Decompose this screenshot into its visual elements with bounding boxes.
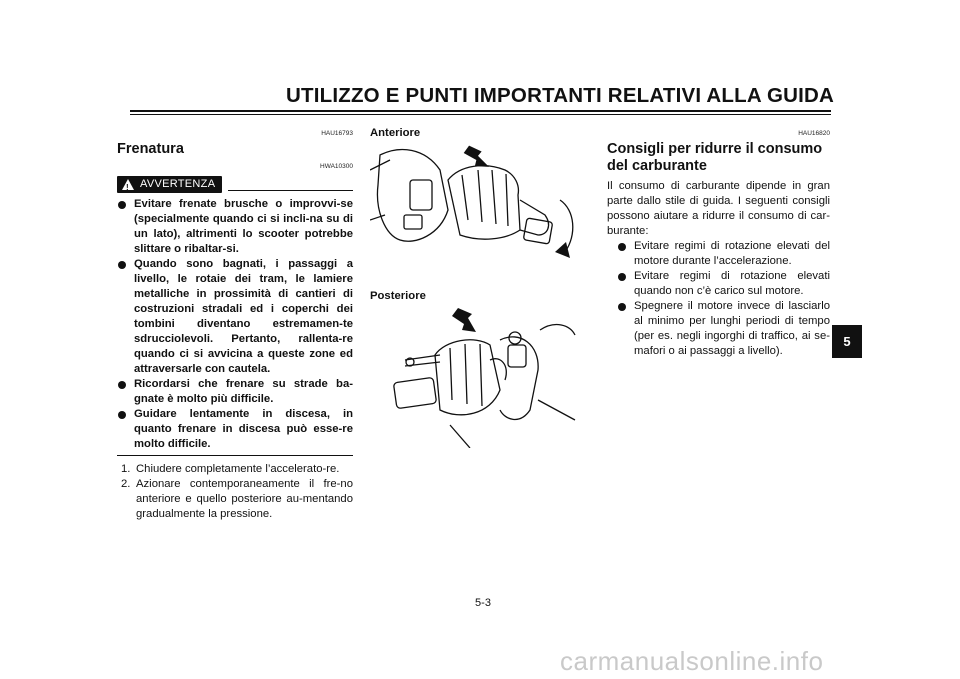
title-rule [130, 110, 831, 112]
hand-front-brake-illustration-icon [370, 140, 590, 272]
tip-item: Spegnere il motore invece di lasciarlo al minimo per lunghi periodi di tempo (per es. negli ingorghi di traffico, ai se-mafori o ai passaggi a livello). [617, 299, 830, 359]
bullet-icon [618, 243, 626, 251]
tip-item: Evitare regimi di rotazione elevati del motore durante l’accelerazione. [617, 239, 830, 269]
bullet-icon [118, 381, 126, 389]
warning-item: Guidare lentamente in discesa, in quanto frenare in discesa può esse-re molto difficile. [117, 407, 353, 452]
right-column [607, 126, 830, 359]
title-rule-thin [130, 114, 831, 115]
left-column [117, 126, 353, 522]
warning-rule-bottom [117, 455, 353, 456]
hand-rear-brake-illustration-icon [380, 300, 580, 448]
chapter-tab: 5 [832, 325, 862, 358]
intro-paragraph: Il consumo di carburante dipende in gran parte dallo stile di guida. I seguenti consigli possono aiutare a ridurre il consumo di car-burante: [607, 180, 830, 237]
section-code: HAU16793 [321, 130, 353, 137]
warning-triangle-icon: ! [122, 179, 134, 190]
watermark: carmanualsonline.info [560, 646, 824, 676]
page-number: 5-3 [475, 597, 491, 609]
warning-header [117, 176, 353, 193]
warning-code: HWA10300 [320, 163, 353, 170]
step-item: 1. Chiudere completamente l’accelerato-re. [121, 463, 340, 475]
bullet-icon [618, 303, 626, 311]
warning-label: AVVERTENZA [140, 178, 216, 190]
label-anteriore: Anteriore [370, 127, 421, 139]
warning-item: Evitare frenate brusche o improvvi-se (specialmente quando ci si incli-na su di un lato), altrimenti lo scooter potrebbe slittare o ribaltar-si. [117, 197, 353, 257]
warning-list [117, 197, 353, 452]
warning-item: Quando sono bagnati, i passaggi a livello, le rotaie dei tram, le lamiere metalliche in prossimità di cantieri di costruzioni stradali ed i coperchi dei tombini diventano estremamen-te sdrucciolevoli. Pertanto, rallenta-re quando ci si avvicina a queste zone ed attraversarle con cautela. [117, 257, 353, 377]
bullet-icon [618, 273, 626, 281]
tip-item: Evitare regimi di rotazione elevati quando non c’è carico sul motore. [617, 269, 830, 299]
step-item: 2. Azionare contemporaneamente il fre-no anteriore e quello posteriore au-mentando gradualmente la pressione. [121, 478, 353, 520]
section-code: HAU16820 [798, 130, 830, 137]
bullet-icon [118, 261, 126, 269]
tips-list [607, 239, 830, 359]
bullet-icon [118, 201, 126, 209]
section-heading-consumo: Consigli per ridurre il consumo del carburante [607, 141, 823, 174]
bullet-icon [118, 411, 126, 419]
steps-list [117, 462, 353, 522]
page-title: UTILIZZO E PUNTI IMPORTANTI RELATIVI ALLA GUIDA [286, 84, 835, 107]
warning-badge [117, 176, 222, 193]
section-heading-frenatura: Frenatura [117, 141, 184, 157]
warning-item: Ricordarsi che frenare su strade ba-gnate è molto più difficile. [117, 377, 353, 407]
label-posteriore: Posteriore [370, 290, 426, 302]
warning-rule-top [228, 190, 353, 191]
